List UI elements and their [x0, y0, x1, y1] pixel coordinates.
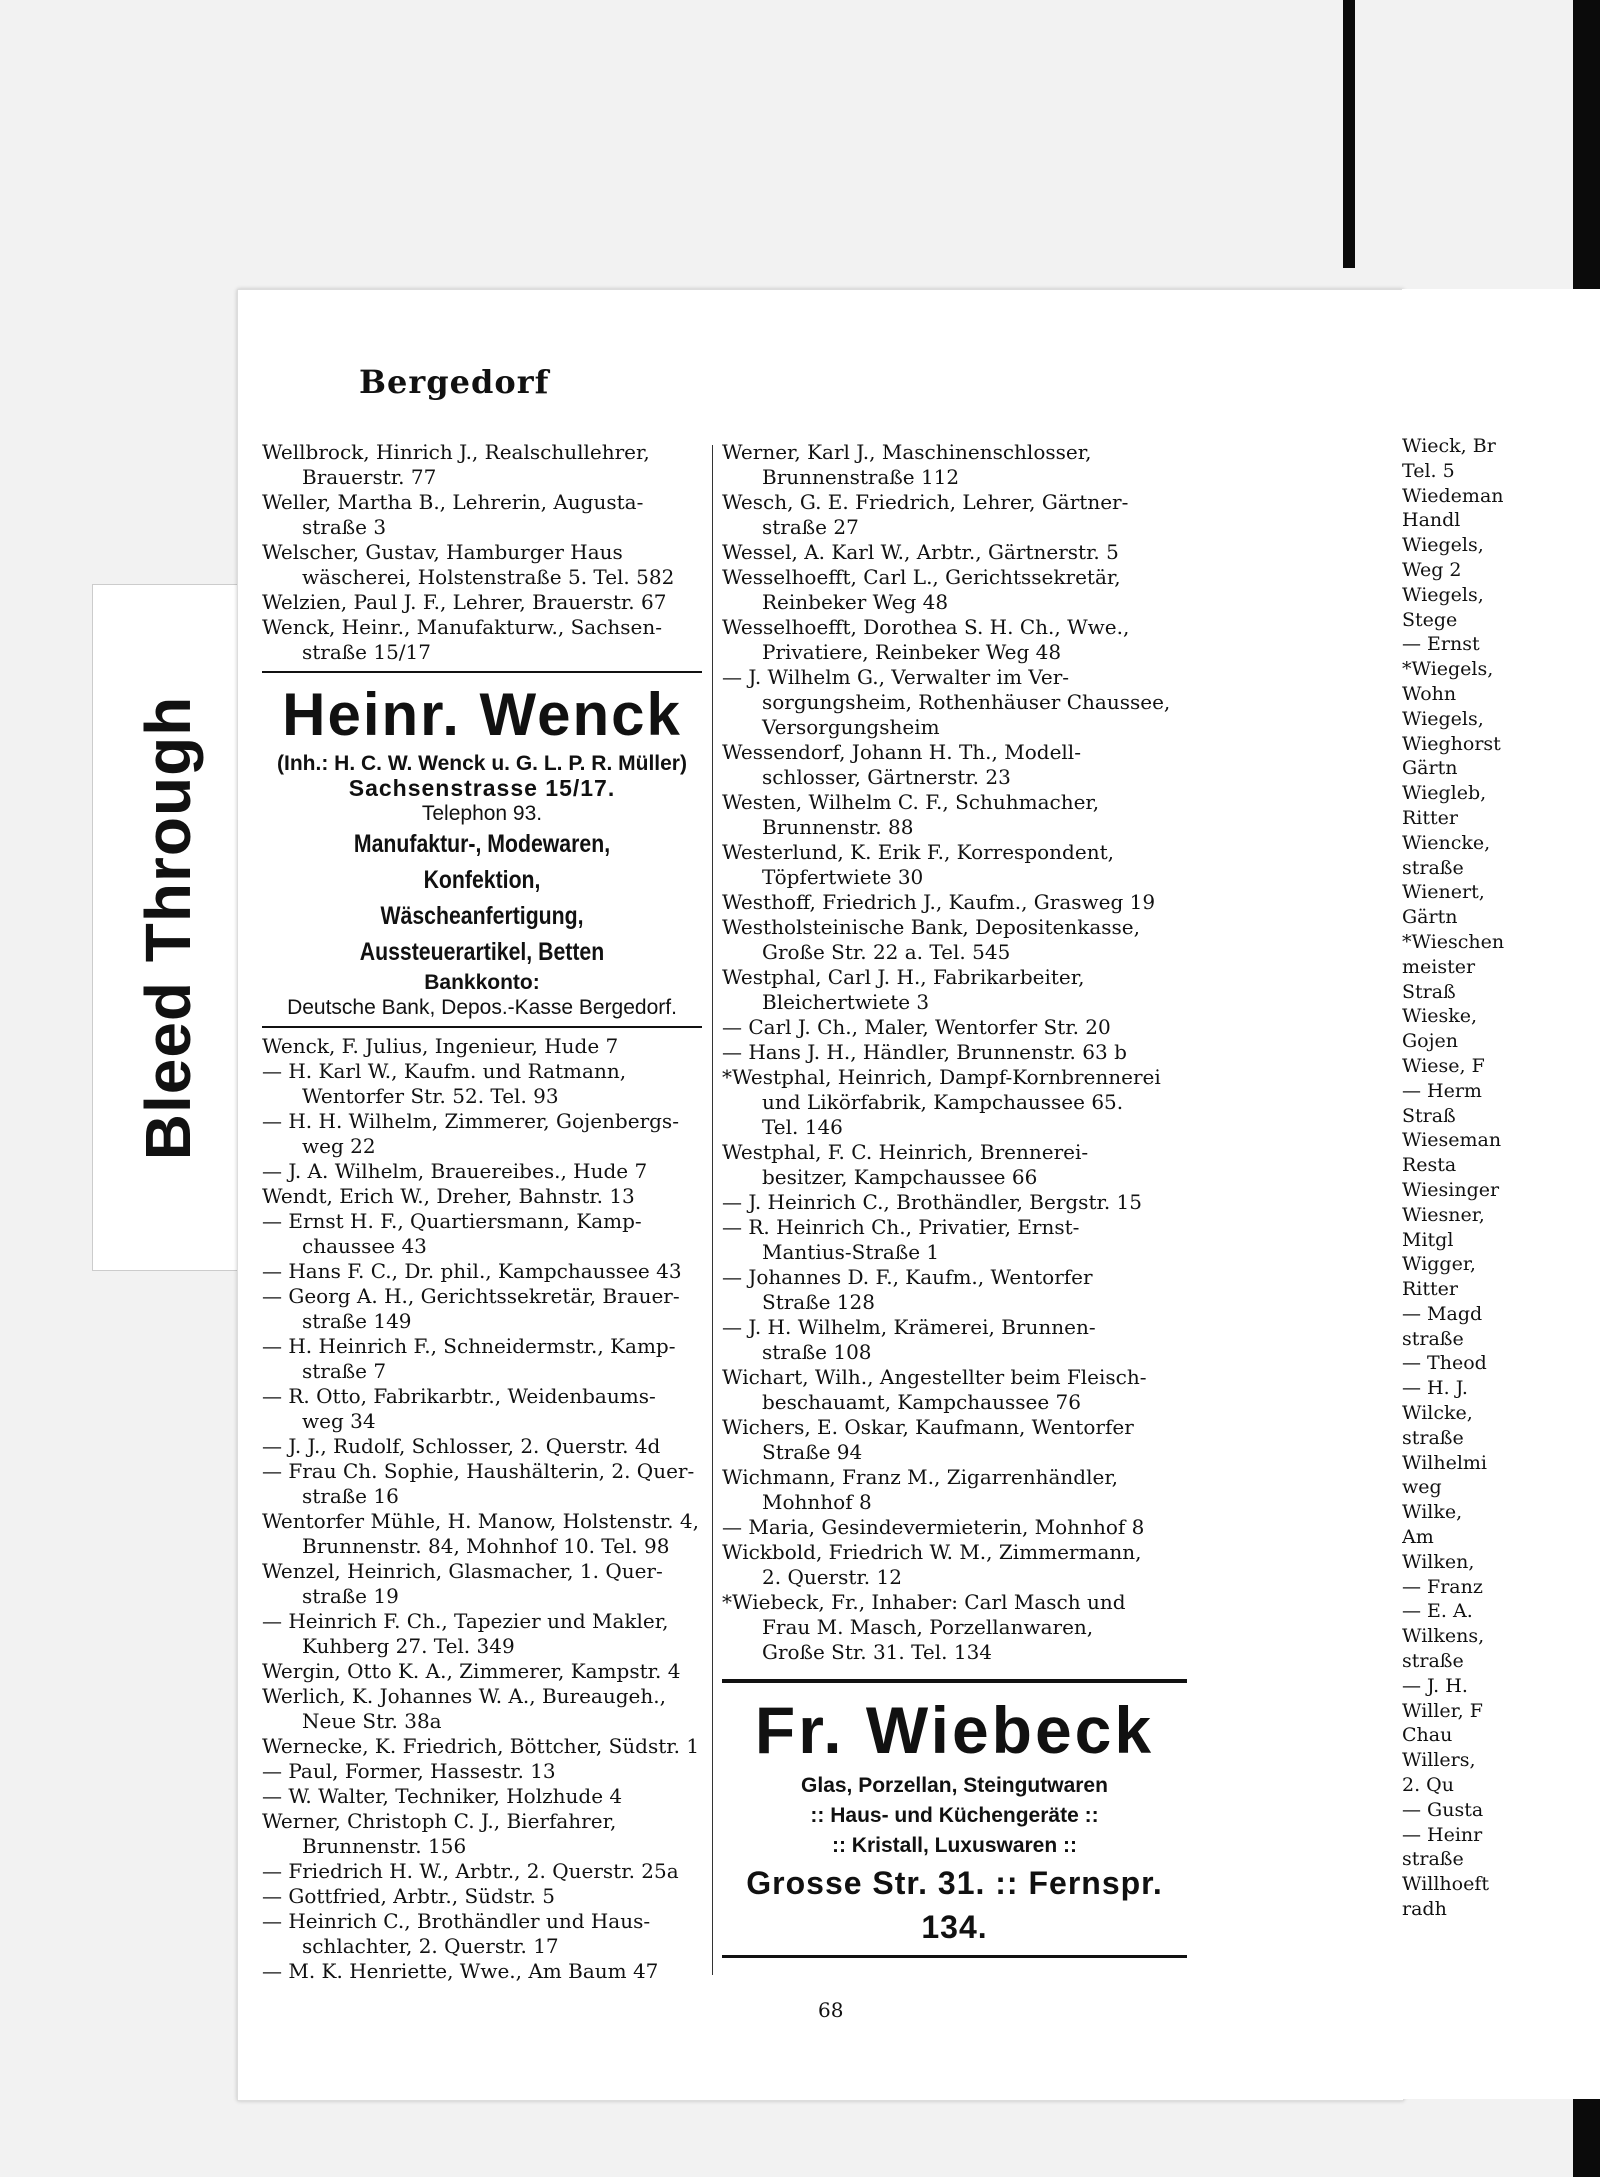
next-page-line: Gärtn: [1402, 757, 1458, 780]
directory-entry: [262, 1559, 702, 1609]
entry-line: Werner, Karl J., Maschinenschlosser,: [722, 440, 1092, 464]
next-page-line: Straß: [1402, 1104, 1456, 1127]
entry-line: Wichart, Wilh., Angestellter beim Fleisch-: [722, 1365, 1147, 1389]
next-page-line: Wienert,: [1402, 881, 1485, 904]
entry-list: [722, 440, 1187, 1665]
next-page-line: — Herm: [1402, 1079, 1482, 1102]
directory-entry: [262, 440, 702, 490]
entry-continuation: Wentorfer Str. 52. Tel. 93: [302, 1084, 559, 1108]
divider: [262, 1026, 702, 1028]
ad-wiebeck-footer: Grosse Str. 31. :: Fernspr. 134.: [746, 1865, 1163, 1945]
entry-line: Wessel, A. Karl W., Arbtr., Gärtnerstr. 5: [722, 540, 1119, 564]
directory-entry: [262, 1959, 702, 1984]
entry-line: Westphal, Carl J. H., Fabrikarbeiter,: [722, 965, 1085, 989]
directory-entry: [722, 615, 1187, 665]
directory-entry: [722, 1215, 1187, 1265]
entry-continuation: straße 19: [302, 1584, 399, 1608]
entry-line: — M. K. Henriette, Wwe., Am Baum 47: [262, 1959, 659, 1983]
directory-entry: [262, 1759, 702, 1784]
ad-wenck-bank: Deutsche Bank, Depos.-Kasse Bergedorf.: [287, 996, 677, 1019]
entry-list: [262, 1034, 702, 1984]
divider: [722, 1955, 1187, 1958]
directory-entry: [262, 1109, 702, 1159]
directory-entry: [262, 1034, 702, 1059]
entry-line: Weller, Martha B., Lehrerin, Augusta-: [262, 490, 644, 514]
ad-wenck-goods-2: Wäscheanfertigung, Aussteuerartikel, Betten: [359, 902, 605, 966]
entry-line: Westerlund, K. Erik F., Korrespondent,: [722, 840, 1114, 864]
entry-list: [262, 440, 702, 665]
directory-entry: [262, 1209, 702, 1259]
directory-entry: [262, 1259, 702, 1284]
entry-line: Westen, Wilhelm C. F., Schuhmacher,: [722, 790, 1100, 814]
entry-continuation: straße 108: [762, 1340, 872, 1364]
entry-continuation: chaussee 43: [302, 1234, 427, 1258]
entry-line: Westphal, F. C. Heinrich, Brennerei-: [722, 1140, 1089, 1164]
directory-entry: [722, 1190, 1187, 1215]
entry-line: *Wiebeck, Fr., Inhaber: Carl Masch und: [722, 1590, 1126, 1614]
directory-entry: [722, 1140, 1187, 1190]
ad-wiebeck: [722, 1689, 1187, 1949]
next-page-line: — E. A.: [1402, 1600, 1473, 1623]
directory-entry: [722, 1265, 1187, 1315]
next-page-line: *Wiegels,: [1402, 658, 1494, 681]
next-page-line: 2. Qu: [1402, 1774, 1454, 1797]
directory-entry: [262, 1784, 702, 1809]
next-page-line: Wilke,: [1402, 1501, 1463, 1524]
next-page-line: radh: [1402, 1898, 1447, 1921]
next-page-line: Wiegels,: [1402, 583, 1484, 606]
ad-wiebeck-line-2: :: Haus- und Küchengeräte ::: [810, 1804, 1099, 1827]
entry-continuation: straße 15/17: [302, 640, 431, 664]
entry-continuation: sorgungsheim, Rothenhäuser Chaussee,: [762, 690, 1171, 714]
entry-line: Wesselhoefft, Carl L., Gerichtssekretär,: [722, 565, 1121, 589]
directory-entry: [262, 1459, 702, 1509]
entry-continuation: Frau M. Masch, Porzellanwaren,: [762, 1615, 1094, 1639]
directory-entry: [262, 1734, 702, 1759]
entry-line: Wessendorf, Johann H. Th., Modell-: [722, 740, 1081, 764]
entry-continuation: Brunnenstr. 84, Mohnhof 10. Tel. 98: [302, 1534, 670, 1558]
directory-entry: [262, 1809, 702, 1859]
next-page-line: — Theod: [1402, 1352, 1487, 1375]
next-page-line: — Heinr: [1402, 1823, 1483, 1846]
entry-continuation: weg 22: [302, 1134, 376, 1158]
next-page-line: Wieske,: [1402, 1005, 1478, 1028]
entry-continuation: Privatiere, Reinbeker Weg 48: [762, 640, 1062, 664]
directory-entry: [722, 1590, 1187, 1665]
next-page-line: straße: [1402, 1848, 1464, 1871]
next-page-line: Wieseman: [1402, 1129, 1502, 1152]
entry-line: — Paul, Former, Hassestr. 13: [262, 1759, 556, 1783]
directory-entry: [722, 440, 1187, 490]
directory-entry: [262, 1509, 702, 1559]
bleed-through-label: Bleed Through: [132, 695, 204, 1160]
entry-continuation: Brunnenstr. 156: [302, 1834, 467, 1858]
entry-continuation: Neue Str. 38a: [302, 1709, 442, 1733]
next-page-line: Wiese, F: [1402, 1054, 1485, 1077]
next-page-line: straße: [1402, 1650, 1464, 1673]
directory-entry: [722, 740, 1187, 790]
entry-continuation: Mohnhof 8: [762, 1490, 872, 1514]
directory-entry: [722, 1515, 1187, 1540]
next-page-line: Mitgl: [1402, 1228, 1454, 1251]
next-page-line: Wilken,: [1402, 1550, 1475, 1573]
entry-line: — R. Otto, Fabrikarbtr., Weidenbaums-: [262, 1384, 656, 1408]
entry-line: Wentorfer Mühle, H. Manow, Holstenstr. 4,: [262, 1509, 699, 1533]
ad-wiebeck-name: Fr. Wiebeck: [754, 1693, 1155, 1767]
entry-line: Wernecke, K. Friedrich, Böttcher, Südstr. 1: [262, 1734, 700, 1758]
directory-entry: [722, 1415, 1187, 1465]
next-page-line: Wilcke,: [1402, 1402, 1473, 1425]
entry-continuation: Versorgungsheim: [762, 715, 940, 739]
directory-entry: [262, 1659, 702, 1684]
bleed-through-tab: [92, 584, 244, 1271]
ad-wenck-street: Sachsenstrasse 15/17.: [348, 775, 616, 801]
entry-line: Wendt, Erich W., Dreher, Bahnstr. 13: [262, 1184, 635, 1208]
directory-entry: [262, 1909, 702, 1959]
next-page-line: Wigger,: [1402, 1253, 1476, 1276]
next-page-line: — Magd: [1402, 1302, 1483, 1325]
next-page-line: — J. H.: [1402, 1674, 1468, 1697]
entry-continuation: Töpfertwiete 30: [762, 865, 924, 889]
directory-entry: [262, 1159, 702, 1184]
next-page-line: Wilkens,: [1402, 1625, 1485, 1648]
right-column: [722, 440, 1187, 1964]
directory-entry: [722, 1315, 1187, 1365]
document-page: [237, 289, 1404, 2101]
next-page-line: Resta: [1402, 1154, 1457, 1177]
entry-continuation: Große Str. 31. Tel. 134: [762, 1640, 993, 1664]
next-page-fragment: [1402, 289, 1600, 2099]
entry-line: — R. Heinrich Ch., Privatier, Ernst-: [722, 1215, 1080, 1239]
page-header: Bergedorf: [359, 363, 550, 401]
entry-continuation: straße 16: [302, 1484, 399, 1508]
entry-continuation: Bleichertwiete 3: [762, 990, 930, 1014]
directory-entry: [262, 615, 702, 665]
entry-continuation: 2. Querstr. 12: [762, 1565, 902, 1589]
entry-line: Werner, Christoph C. J., Bierfahrer,: [262, 1809, 617, 1833]
directory-entry: [722, 1365, 1187, 1415]
directory-entry: [262, 590, 702, 615]
next-page-line: Wiesinger: [1402, 1178, 1500, 1201]
entry-continuation: Brunnenstraße 112: [762, 465, 960, 489]
next-page-column: [1402, 434, 1504, 1922]
entry-line: — J. J., Rudolf, Schlosser, 2. Querstr. 4d: [262, 1434, 661, 1458]
entry-line: — W. Walter, Techniker, Holzhude 4: [262, 1784, 623, 1808]
entry-continuation: Mantius-Straße 1: [762, 1240, 940, 1264]
entry-line: — J. Wilhelm G., Verwalter im Ver-: [722, 665, 1070, 689]
entry-continuation: beschauamt, Kampchaussee 76: [762, 1390, 1081, 1414]
column-divider: [712, 445, 713, 1975]
ad-wenck-phone: Telephon 93.: [421, 802, 543, 825]
entry-line: — H. H. Wilhelm, Zimmerer, Gojenbergs-: [262, 1109, 679, 1133]
entry-line: Werlich, K. Johannes W. A., Bureaugeh.,: [262, 1684, 666, 1708]
next-page-line: Willhoeft: [1402, 1873, 1490, 1896]
entry-line: — J. H. Wilhelm, Krämerei, Brunnen-: [722, 1315, 1096, 1339]
next-page-line: Wiegels,: [1402, 707, 1484, 730]
directory-entry: [722, 1540, 1187, 1590]
directory-entry: [262, 540, 702, 590]
entry-continuation: wäscherei, Holstenstraße 5. Tel. 582: [302, 565, 675, 589]
divider: [262, 671, 702, 673]
directory-entry: [722, 915, 1187, 965]
next-page-line: Tel. 5: [1402, 459, 1455, 482]
entry-continuation: Straße 128: [762, 1290, 875, 1314]
next-page-line: Gojen: [1402, 1030, 1458, 1053]
entry-continuation: besitzer, Kampchaussee 66: [762, 1165, 1038, 1189]
directory-entry: [722, 1040, 1187, 1065]
entry-line: — Frau Ch. Sophie, Haushälterin, 2. Quer-: [262, 1459, 695, 1483]
divider: [722, 1679, 1187, 1683]
entry-line: Westhoff, Friedrich J., Kaufm., Grasweg 19: [722, 890, 1156, 914]
entry-continuation: straße 3: [302, 515, 387, 539]
entry-continuation: weg 34: [302, 1409, 376, 1433]
entry-line: Wickbold, Friedrich W. M., Zimmermann,: [722, 1540, 1142, 1564]
directory-entry: [262, 1884, 702, 1909]
next-page-line: Wiegels,: [1402, 534, 1484, 557]
ad-wiebeck-line-3: :: Kristall, Luxuswaren ::: [831, 1834, 1078, 1857]
directory-entry: [722, 1015, 1187, 1040]
entry-continuation: Tel. 146: [762, 1115, 843, 1139]
directory-entry: [262, 1184, 702, 1209]
entry-line: — Heinrich C., Brothändler und Haus-: [262, 1909, 651, 1933]
directory-entry: [262, 1684, 702, 1734]
ad-wenck-owner: (Inh.: H. C. W. Wenck u. G. L. P. R. Müller): [277, 752, 687, 775]
directory-entry: [722, 565, 1187, 615]
entry-line: — Gottfried, Arbtr., Südstr. 5: [262, 1884, 555, 1908]
next-page-line: Handl: [1402, 509, 1461, 532]
entry-line: — Heinrich F. Ch., Tapezier und Makler,: [262, 1609, 669, 1633]
next-page-line: Gärtn: [1402, 906, 1458, 929]
entry-line: Wenck, F. Julius, Ingenieur, Hude 7: [262, 1034, 619, 1058]
entry-continuation: Kuhberg 27. Tel. 349: [302, 1634, 515, 1658]
directory-entry: [262, 1859, 702, 1884]
entry-line: Welscher, Gustav, Hamburger Haus: [262, 540, 623, 564]
next-page-line: — H. J.: [1402, 1377, 1468, 1400]
directory-entry: [262, 1384, 702, 1434]
next-page-line: — Gusta: [1402, 1798, 1484, 1821]
next-page-line: — Franz: [1402, 1575, 1483, 1598]
next-page-line: Willer, F: [1402, 1699, 1483, 1722]
entry-line: — Maria, Gesindevermieterin, Mohnhof 8: [722, 1515, 1145, 1539]
next-page-line: Stege: [1402, 608, 1458, 631]
scan-edge-bar-top: [1343, 0, 1355, 268]
next-page-line: straße: [1402, 856, 1464, 879]
next-page-line: Chau: [1402, 1724, 1453, 1747]
directory-entry: [262, 1059, 702, 1109]
directory-entry: [262, 1609, 702, 1659]
entry-continuation: schlosser, Gärtnerstr. 23: [762, 765, 1011, 789]
entry-line: — J. Heinrich C., Brothändler, Bergstr. 15: [722, 1190, 1143, 1214]
next-page-line: straße: [1402, 1327, 1464, 1350]
directory-entry: [722, 840, 1187, 890]
next-page-line: Wiencke,: [1402, 831, 1491, 854]
left-column: [262, 440, 702, 1984]
directory-entry: [262, 1434, 702, 1459]
entry-continuation: schlachter, 2. Querstr. 17: [302, 1934, 559, 1958]
entry-line: *Westphal, Heinrich, Dampf-Kornbrennerei: [722, 1065, 1161, 1089]
next-page-line: weg: [1402, 1476, 1442, 1499]
entry-continuation: Reinbeker Weg 48: [762, 590, 949, 614]
entry-continuation: straße 27: [762, 515, 859, 539]
directory-entry: [262, 490, 702, 540]
entry-line: — Johannes D. F., Kaufm., Wentorfer: [722, 1265, 1093, 1289]
entry-line: Wenck, Heinr., Manufakturw., Sachsen-: [262, 615, 663, 639]
entry-continuation: Brunnenstr. 88: [762, 815, 914, 839]
entry-line: Wellbrock, Hinrich J., Realschullehrer,: [262, 440, 650, 464]
directory-entry: [722, 1465, 1187, 1515]
entry-line: — H. Heinrich F., Schneidermstr., Kamp-: [262, 1334, 676, 1358]
directory-entry: [722, 490, 1187, 540]
next-page-line: — Ernst: [1402, 633, 1480, 656]
entry-line: Wenzel, Heinrich, Glasmacher, 1. Quer-: [262, 1559, 663, 1583]
entry-line: Wichmann, Franz M., Zigarrenhändler,: [722, 1465, 1119, 1489]
next-page-line: Willers,: [1402, 1749, 1476, 1772]
entry-line: — Ernst H. F., Quartiersmann, Kamp-: [262, 1209, 642, 1233]
next-page-line: Weg 2: [1402, 558, 1462, 581]
entry-continuation: Brauerstr. 77: [302, 465, 437, 489]
entry-line: — H. Karl W., Kaufm. und Ratmann,: [262, 1059, 627, 1083]
next-page-line: Am: [1402, 1526, 1434, 1549]
next-page-line: Ritter: [1402, 1278, 1458, 1301]
ad-wenck-bank-label: Bankkonto:: [424, 971, 540, 994]
entry-line: — J. A. Wilhelm, Brauereibes., Hude 7: [262, 1159, 648, 1183]
entry-continuation: straße 149: [302, 1309, 412, 1333]
next-page-line: meister: [1402, 955, 1476, 978]
next-page-line: Wieghorst: [1402, 732, 1501, 755]
directory-entry: [722, 890, 1187, 915]
directory-entry: [722, 1065, 1187, 1140]
ad-wenck-goods-1: Manufaktur-, Modewaren, Konfektion,: [353, 830, 611, 894]
entry-continuation: straße 7: [302, 1359, 387, 1383]
next-page-line: Wohn: [1402, 682, 1457, 705]
ad-wiebeck-line-1: Glas, Porzellan, Steingutwaren: [801, 1774, 1108, 1797]
next-page-line: Wiesner,: [1402, 1203, 1485, 1226]
next-page-line: *Wieschen: [1402, 930, 1505, 953]
directory-entry: [722, 965, 1187, 1015]
entry-line: Westholsteinische Bank, Depositenkasse,: [722, 915, 1140, 939]
next-page-line: Wieck, Br: [1402, 435, 1496, 457]
directory-entry: [722, 665, 1187, 740]
entry-line: — Hans J. H., Händler, Brunnenstr. 63 b: [722, 1040, 1127, 1064]
entry-line: — Carl J. Ch., Maler, Wentorfer Str. 20: [722, 1015, 1111, 1039]
entry-line: Welzien, Paul J. F., Lehrer, Brauerstr. 67: [262, 590, 667, 614]
entry-line: Wesch, G. E. Friedrich, Lehrer, Gärtner-: [722, 490, 1129, 514]
entry-line: Wichers, E. Oskar, Kaufmann, Wentorfer: [722, 1415, 1134, 1439]
ad-wenck-name: Heinr. Wenck: [282, 681, 682, 748]
entry-line: Wesselhoefft, Dorothea S. H. Ch., Wwe.,: [722, 615, 1130, 639]
entry-line: Wergin, Otto K. A., Zimmerer, Kampstr. 4: [262, 1659, 681, 1683]
next-page-line: Ritter: [1402, 806, 1458, 829]
next-page-line: Wilhelmi: [1402, 1451, 1487, 1474]
directory-entry: [722, 540, 1187, 565]
next-page-line: Wiedeman: [1402, 484, 1504, 507]
entry-line: — Hans F. C., Dr. phil., Kampchaussee 43: [262, 1259, 682, 1283]
directory-entry: [722, 790, 1187, 840]
entry-line: — Friedrich H. W., Arbtr., 2. Querstr. 25a: [262, 1859, 679, 1883]
entry-line: — Georg A. H., Gerichtssekretär, Brauer-: [262, 1284, 680, 1308]
directory-entry: [262, 1334, 702, 1384]
page-number: 68: [818, 1998, 844, 2022]
next-page-line: Wiegleb,: [1402, 782, 1487, 805]
entry-continuation: und Likörfabrik, Kampchaussee 65.: [762, 1090, 1124, 1114]
next-page-line: straße: [1402, 1426, 1464, 1449]
next-page-line: Straß: [1402, 980, 1456, 1003]
entry-continuation: Straße 94: [762, 1440, 863, 1464]
entry-continuation: Große Str. 22 a. Tel. 545: [762, 940, 1011, 964]
ad-wenck: [262, 679, 702, 1020]
directory-entry: [262, 1284, 702, 1334]
